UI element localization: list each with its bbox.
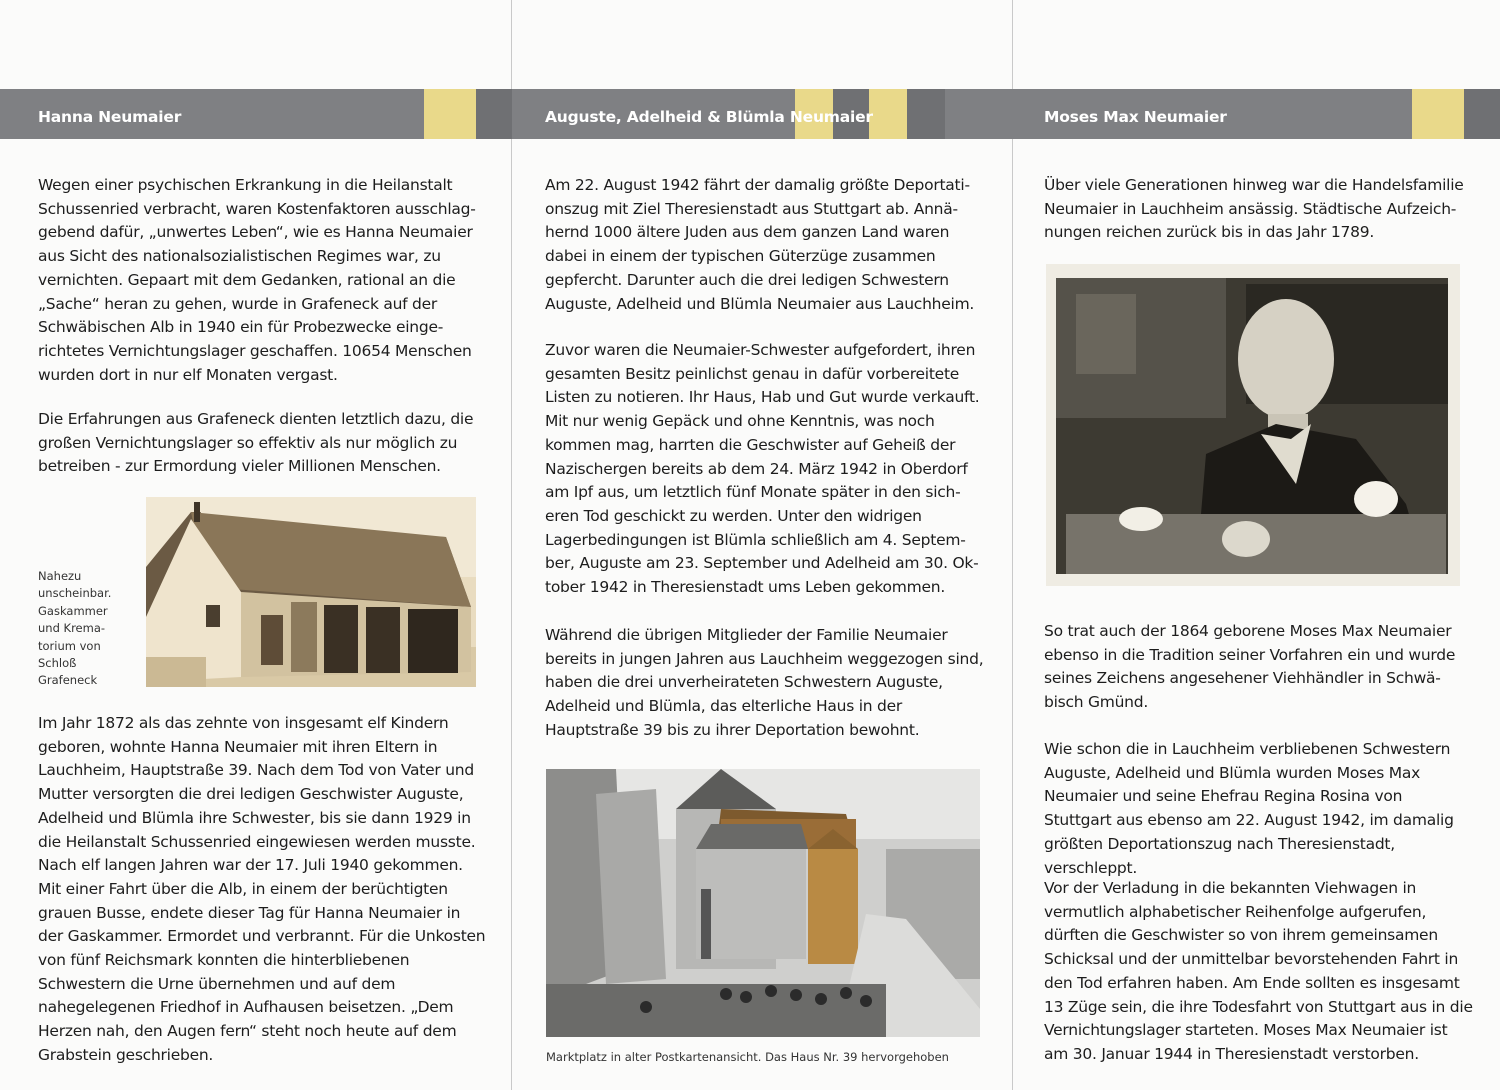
- paragraph-hanna-2: Die Erfahrungen aus Grafeneck dienten letztlich dazu, die großen Vernichtungslager so effektiv als nur möglich zu betreiben - zur Ermordung vieler Millionen Menschen.: [38, 410, 474, 476]
- header-accent-block: [1412, 89, 1464, 139]
- photo-marktplatz-postcard: [546, 769, 980, 1037]
- header-accent-dark: [1464, 89, 1500, 139]
- panel-title-sisters: Auguste, Adelheid & Blümla Neumaier: [545, 108, 873, 126]
- photo-caption-grafeneck: Nahezu unscheinbar. Gaskammer und Krematorium von Schloß Grafeneck: [38, 569, 112, 688]
- photo-moses-portrait: [1046, 264, 1460, 586]
- photo-caption-marktplatz: Marktplatz in alter Postkartenansicht. Das Haus Nr. 39 hervorgehoben: [546, 1050, 949, 1064]
- panel-title-hanna: Hanna Neumaier: [38, 108, 182, 126]
- paragraph-moses-3: Wie schon die in Lauchheim verbliebenen Schwestern Auguste, Adelheid und Blümla wurden Moses Max Neumaier und seine Ehefrau Regina Rosina von Stuttgart aus ebenso am 22. August 1942, im damalig größten Deportationszug nach Theresienstadt, verschleppt.: [1044, 740, 1454, 877]
- paragraph-hanna-3: Im Jahr 1872 als das zehnte von insgesamt elf Kindern geboren, wohnte Hanna Neumaier mit ihren Eltern in Lauchheim, Hauptstraße 39. Nach dem Tod von Vater und Mutter versorgten die drei ledigen Geschwister Auguste, Adelheid und Blümla ihre Schwester, bis sie dann 1929 in die Heilanstalt Schussenried eingewiesen werden musste. Nach elf langen Jahren war der 17. Juli 1940 gekommen. Mit einer Fahrt über die Alb, in einem der berüchtigten grauen Busse, endete dieser Tag für Hanna Neumaier in der Gaskammer. Ermordet und verbrannt. Für die Unkosten von fünf Reichsmark konnten die hinterbliebenen Schwestern die Urne übernehmen und auf dem nahegelegenen Friedhof in Aufhausen beisetzen. „Dem Herzen nah, den Augen fern“ steht noch heute auf dem Grabstein geschrieben.: [38, 714, 486, 1064]
- paragraph-sisters-1: Am 22. August 1942 fährt der damalig größte Deportationszug mit Ziel Theresienstadt aus Stuttgart ab. Annähernd 1000 ältere Juden aus dem ganzen Land waren dabei in einem der typischen Güterzüge zusammen gepfercht. Darunter auch die drei ledigen Schwestern Auguste, Adelheid und Blümla Neumaier aus Lauchheim.: [545, 176, 975, 313]
- header-accent-block: [424, 89, 476, 139]
- header-accent-dark: [907, 89, 945, 139]
- fold-line-left: [511, 0, 512, 1090]
- paragraph-sisters-2: Zuvor waren die Neumaier-Schwester aufgefordert, ihren gesamten Besitz peinlichst genau in dafür vorbereitete Listen zu notieren. Ihr Haus, Hab und Gut wurde verkauft. Mit nur wenig Gepäck und ohne Kenntnis, was noch kommen mag, harrten die Geschwister auf Geheiß der Nazischergen bereits ab dem 24. März 1942 in Oberdorf am Ipf aus, um letztlich fünf Monate später in den sicheren Tod geschickt zu werden. Unter den widrigen Lagerbedingungen ist Blümla schließlich am 4. September, Auguste am 23. September und Adelheid am 30. Oktober 1942 in Theresienstadt ums Leben gekommen.: [545, 341, 980, 597]
- fold-line-right: [1012, 0, 1013, 1090]
- paragraph-moses-2: So trat auch der 1864 geborene Moses Max Neumaier ebenso in die Tradition seiner Vorfahren ein und wurde seines Zeichens angesehener Viehhändler in Schwäbisch Gmünd.: [1044, 622, 1456, 712]
- header-accent-dark: [476, 89, 512, 139]
- paragraph-moses-4: Vor der Verladung in die bekannten Viehwagen in vermutlich alphabetischer Reihenfolge aufgerufen, dürften die Geschwister so von ihrem gemeinsamen Schicksal und der unmittelbar bevorstehenden Fahrt in den Tod erfahren haben. Am Ende sollten es insgesamt 13 Züge sein, die ihre Todesfahrt von Stuttgart aus in die Vernichtungslager starteten. Moses Max Neumaier ist am 30. Januar 1944 in Theresienstadt verstorben.: [1044, 879, 1473, 1063]
- paragraph-hanna-1: Wegen einer psychischen Erkrankung in die Heilanstalt Schussenried verbracht, waren Kostenfaktoren ausschlaggebend dafür, „unwertes Leben“, wie es Hanna Neumaier aus Sicht des nationalsozialistischen Regimes war, zu vernichten. Gepaart mit dem Gedanken, rational an die „Sache“ heran zu gehen, wurde in Grafeneck auf der Schwäbischen Alb in 1940 ein für Probezwecke eingerichtetes Vernichtungslager geschaffen. 10654 Menschen wurden dort in nur elf Monaten vergast.: [38, 176, 476, 384]
- paragraph-moses-1: Über viele Generationen hinweg war die Handelsfamilie Neumaier in Lauchheim ansässig. Städtische Aufzeichnungen reichen zurück bis in das Jahr 1789.: [1044, 176, 1464, 242]
- photo-grafeneck-building: [146, 497, 476, 687]
- panel-title-moses: Moses Max Neumaier: [1044, 108, 1227, 126]
- paragraph-sisters-3: Während die übrigen Mitglieder der Familie Neumaier bereits in jungen Jahren aus Lauchheim weggezogen sind, haben die drei unverheirateten Schwestern Auguste, Adelheid und Blümla, das elterliche Haus in der Hauptstraße 39 bis zu ihrer Deportation bewohnt.: [545, 626, 984, 739]
- header-accent-block: [869, 89, 907, 139]
